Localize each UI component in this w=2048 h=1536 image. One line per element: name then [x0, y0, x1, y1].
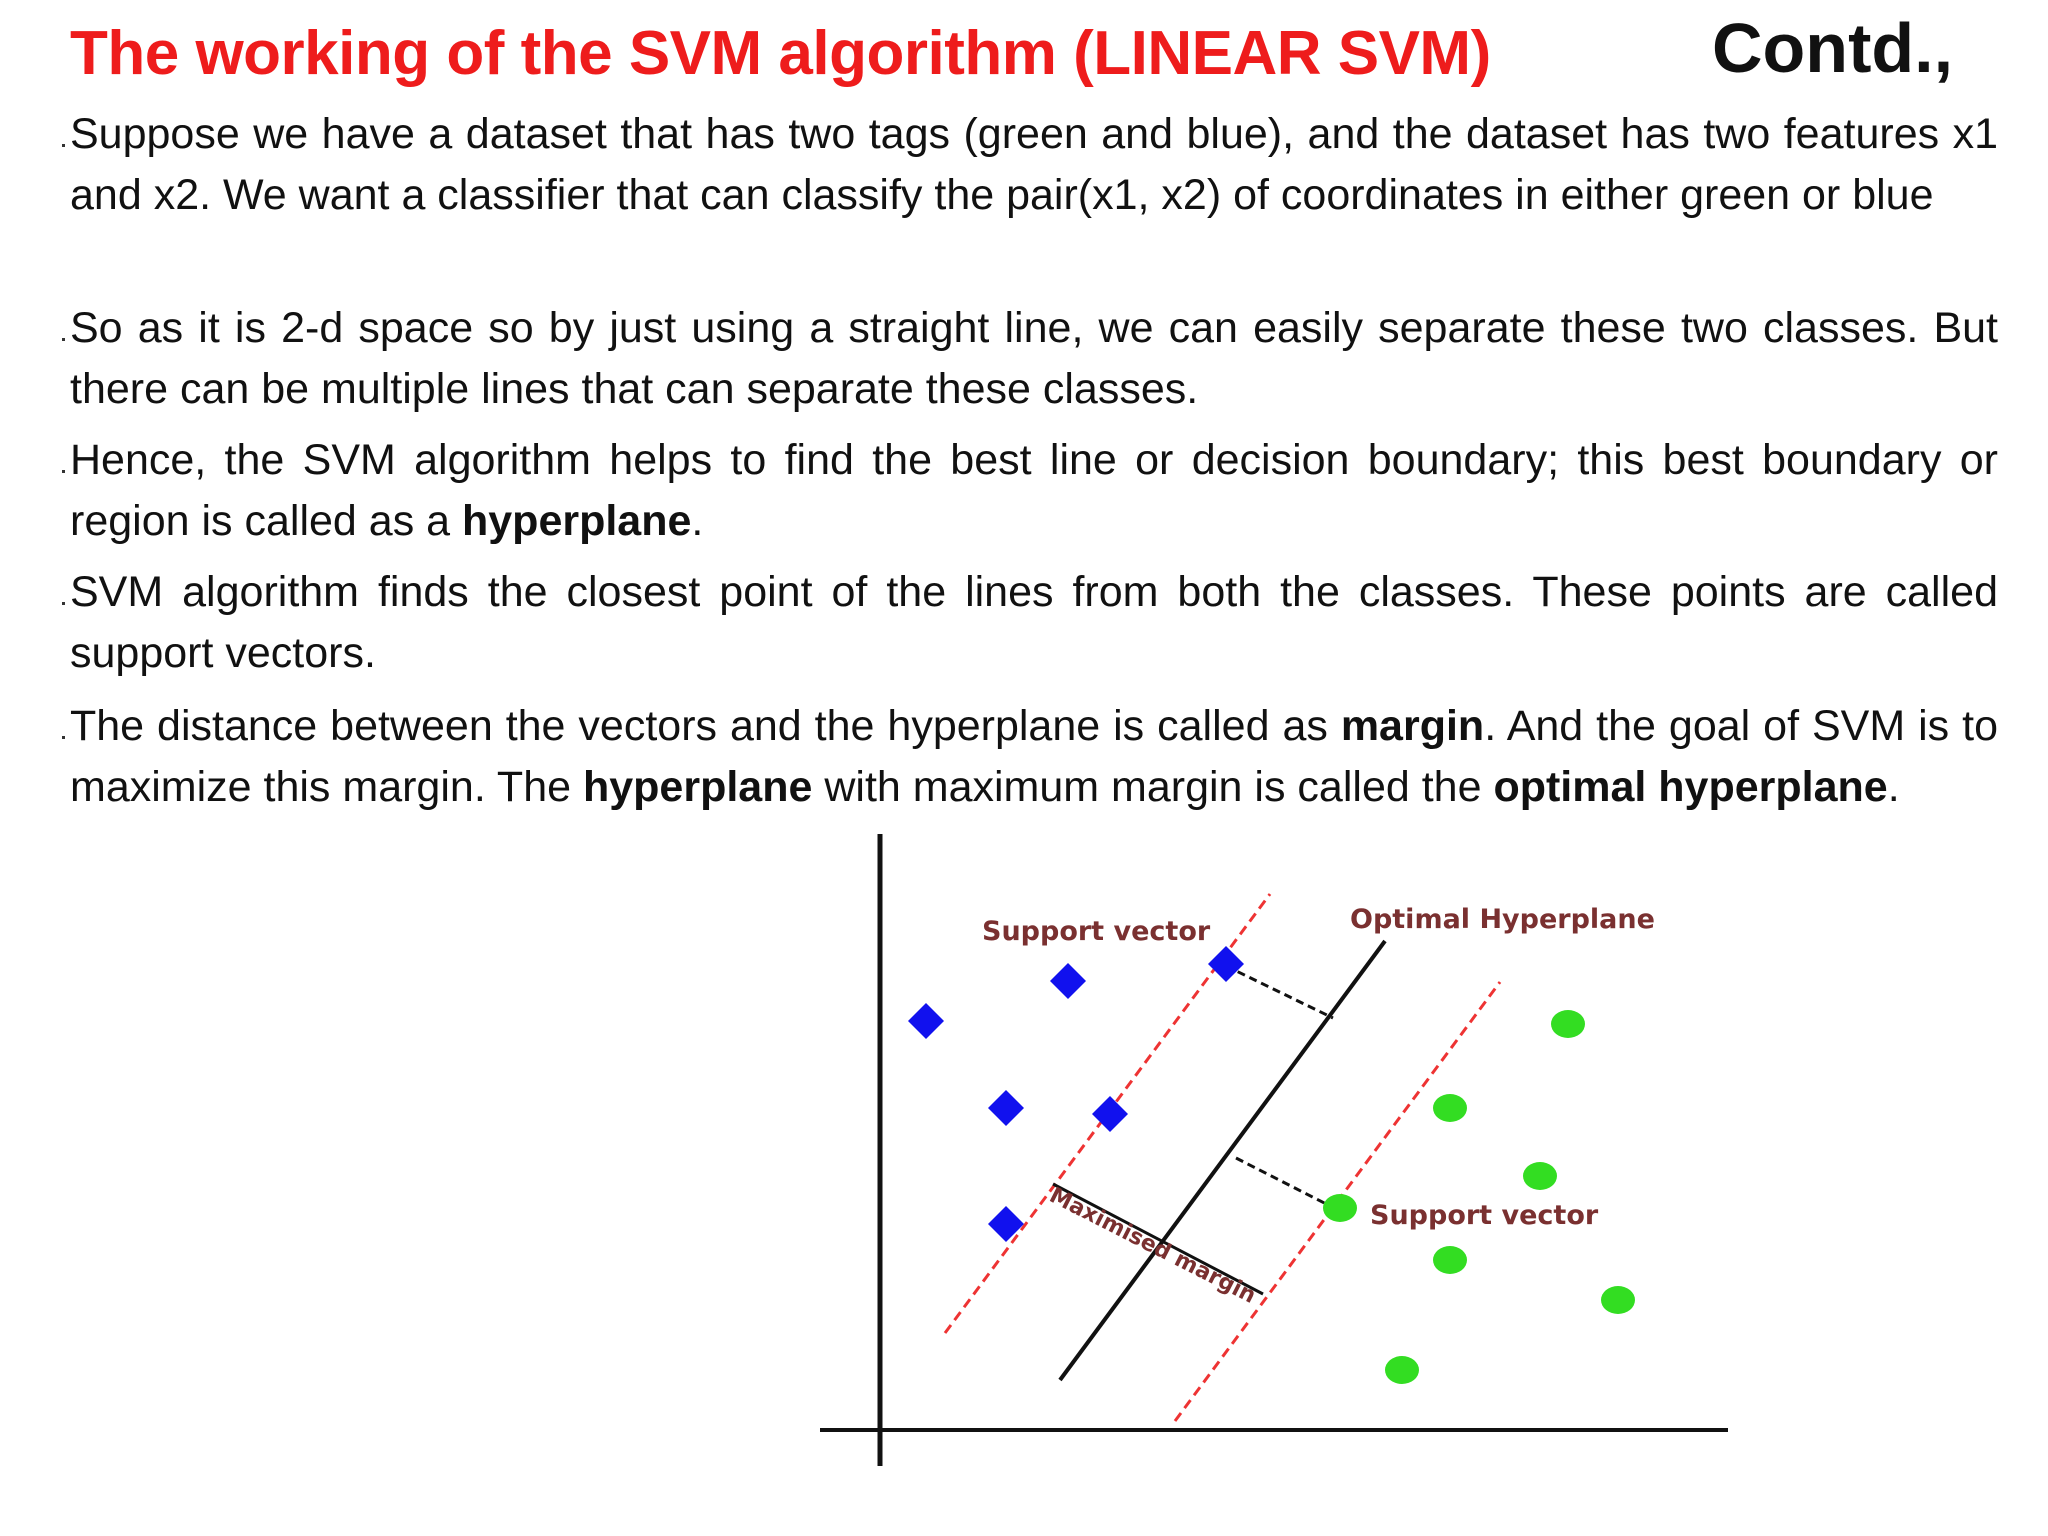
- paragraph-straight-line-text: So as it is 2-d space so by just using a straight line, we can easily separate these two classes. But there can be multiple lines that can separate these classes.: [70, 304, 1998, 413]
- paragraph-support-vectors-text: SVM algorithm finds the closest point of the lines from both the classes. These points are called support vectors.: [70, 568, 1998, 677]
- paragraph-margin-text-3: with maximum margin is called the: [812, 763, 1494, 811]
- bullet-marker: [62, 470, 65, 473]
- support-distance-bottom: [1236, 1158, 1338, 1210]
- paragraph-margin: [70, 696, 1998, 818]
- bullet-marker: [62, 144, 65, 147]
- green-point: [1433, 1246, 1467, 1274]
- bullet-marker: [62, 736, 65, 739]
- svm-diagram: [810, 828, 1740, 1478]
- contd-label: Contd.,: [1712, 9, 1954, 87]
- green-point: [1601, 1286, 1635, 1314]
- green-point: [1551, 1010, 1585, 1038]
- green-point: [1385, 1356, 1419, 1384]
- green-point: [1523, 1162, 1557, 1190]
- maximised-margin-label: Maximised margin: [1045, 1183, 1260, 1309]
- optimal-hyperplane-line: [1060, 941, 1385, 1380]
- slide-title: The working of the SVM algorithm (LINEAR SVM): [70, 19, 1491, 88]
- paragraph-dataset-text: Suppose we have a dataset that has two tags (green and blue), and the dataset has two features x1 and x2. We want a classifier that can classify the pair(x1, x2) of coordinates in either green or blue: [70, 110, 1998, 219]
- green-point: [1433, 1094, 1467, 1122]
- hyperplane-term: hyperplane: [582, 763, 813, 811]
- hyperplane-term: hyperplane: [462, 497, 692, 545]
- margin-term: margin: [1340, 702, 1485, 750]
- blue-point: [1208, 946, 1244, 982]
- bullet-marker: [62, 602, 65, 605]
- paragraph-hyperplane: [70, 430, 1998, 552]
- paragraph-hyperplane-text: Hence, the SVM algorithm helps to find the best line or decision boundary; this best boundary or region is called as a: [70, 436, 1998, 545]
- support-vector-label-top: Support vector: [982, 916, 1211, 947]
- support-distance-top: [1226, 966, 1333, 1018]
- blue-point: [988, 1090, 1024, 1126]
- support-vector-label-bottom: Support vector: [1370, 1200, 1599, 1231]
- paragraph-margin-text-2: . And the goal of SVM is to maximize this margin. The: [70, 702, 1998, 811]
- optimal-hyperplane-term: optimal hyperplane: [1493, 763, 1888, 811]
- blue-point: [1050, 963, 1086, 999]
- paragraph-end: .: [691, 497, 704, 545]
- optimal-hyperplane-label: Optimal Hyperplane: [1350, 904, 1655, 935]
- paragraph-dataset: [70, 104, 1998, 226]
- paragraph-straight-line: [70, 298, 1998, 420]
- paragraph-end: .: [1887, 763, 1900, 811]
- blue-point: [988, 1206, 1024, 1242]
- blue-point: [908, 1003, 944, 1039]
- svm-diagram-canvas: [810, 828, 1740, 1478]
- paragraph-margin-text-1: The distance between the vectors and the hyperplane is called as: [70, 702, 1341, 750]
- paragraph-support-vectors: [70, 562, 1998, 684]
- bullet-marker: [62, 338, 65, 341]
- green-point: [1323, 1194, 1357, 1222]
